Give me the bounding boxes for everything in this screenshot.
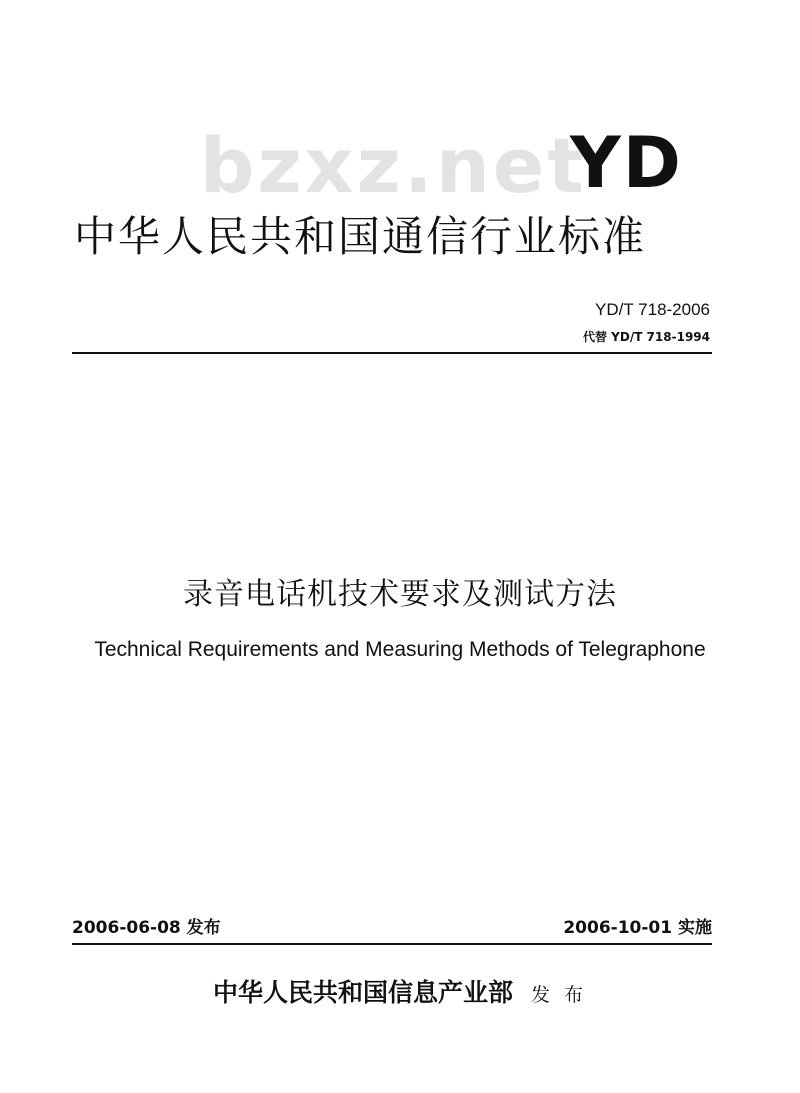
issuer-name: 中华人民共和国信息产业部 <box>212 978 513 1007</box>
header-divider <box>72 352 712 354</box>
issue-date: 2006-06-08 发布 <box>72 918 221 938</box>
footer-divider <box>72 943 712 945</box>
industry-standard-title: 中华人民共和国通信行业标准 <box>74 212 647 261</box>
standard-number: YD/T 718-2006 <box>595 300 710 319</box>
implementation-date: 2006-10-01 实施 <box>563 918 712 938</box>
yd-logo: YD <box>570 122 683 204</box>
watermark-text: bzxz.net <box>200 121 587 210</box>
document-title-en: Technical Requirements and Measuring Methods of Telegraphone <box>94 638 706 661</box>
issuer-suffix: 发 布 <box>530 984 588 1006</box>
replaces-standard: 代替 YD/T 718-1994 <box>582 330 710 344</box>
issuing-authority <box>0 978 800 1008</box>
document-title-cn: 录音电话机技术要求及测试方法 <box>183 577 617 612</box>
